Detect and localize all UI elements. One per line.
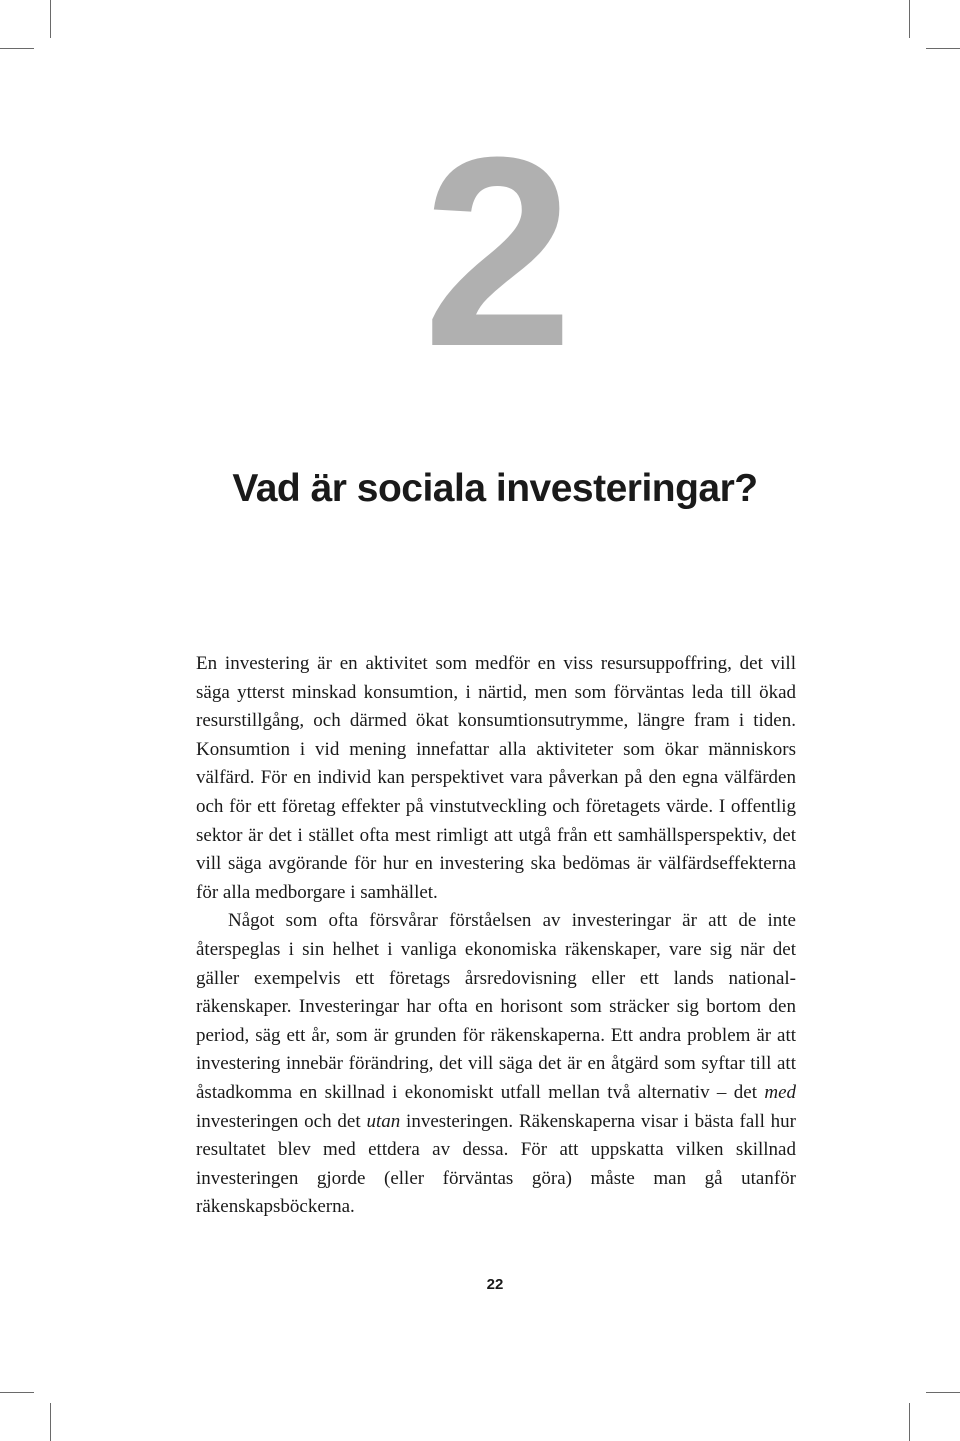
- paragraph-text: investeringen och det: [196, 1110, 367, 1132]
- paragraph-2: [196, 907, 796, 1222]
- crop-mark-bottom-left: [50, 1403, 51, 1441]
- crop-mark-top-left: [50, 0, 51, 38]
- emphasis-text: med: [764, 1081, 796, 1103]
- crop-mark-top-right-h: [926, 48, 960, 49]
- body-text: [196, 650, 796, 1222]
- crop-mark-bottom-right: [909, 1403, 910, 1441]
- paragraph-text: investeringen. Räkenskaperna visar i bästa fall hur resultatet blev med ettdera av dessa. För att uppskatta vilken skillnad investeringen gjorde (eller förväntas göra) måste man gå utanför räkenskapsböckerna.: [196, 1110, 796, 1218]
- crop-mark-top-right: [909, 0, 910, 38]
- crop-mark-top-left-h: [0, 48, 34, 49]
- chapter-title: Vad är sociala investeringar?: [232, 467, 758, 510]
- paragraph-text: Något som ofta försvårar förståelsen av investeringar är att de inte återspeglas i sin helhet i vanliga ekonomiska räkenskaper, vare sig när det gäller exempelvis ett företags årsredovisning eller ett lands nationalräkenskaper. Investeringar har ofta en horisont som sträcker sig bortom den period, säg ett år, som är grunden för räkenskaperna. Ett andra problem är att investering innebär förändring, det vill säga det är en åtgärd som syftar till att åstadkomma en skillnad i ekonomiskt utfall mellan två alternativ – det: [196, 910, 796, 1103]
- page-number: 22: [486, 1276, 504, 1293]
- crop-mark-bottom-right-h: [926, 1392, 960, 1393]
- crop-mark-bottom-left-h: [0, 1392, 34, 1393]
- paragraph-1: [196, 650, 796, 907]
- emphasis-text: utan: [366, 1110, 401, 1132]
- chapter-number: 2: [422, 102, 568, 403]
- paragraph-text: En investering är en aktivitet som medför en viss resursuppoffring, det vill säga ytterst minskad konsumtion, i närtid, men som förväntas leda till ökad resurstillgång, och därmed ökat konsumtionsutrymme, längre fram i tiden. Konsumtion i vid mening innefattar alla aktiviteter som ökar människors välfärd. För en individ kan perspektivet vara påverkan på den egna välfärden och för ett företag effekter på vinstutveckling och företagets värde. I offentlig sektor är det i stället ofta mest rimligt att utgå från ett samhällsperspektiv, det vill säga avgörande för hur en investering ska bedömas är välfärdseffekterna för alla medborgare i samhället.: [196, 653, 796, 903]
